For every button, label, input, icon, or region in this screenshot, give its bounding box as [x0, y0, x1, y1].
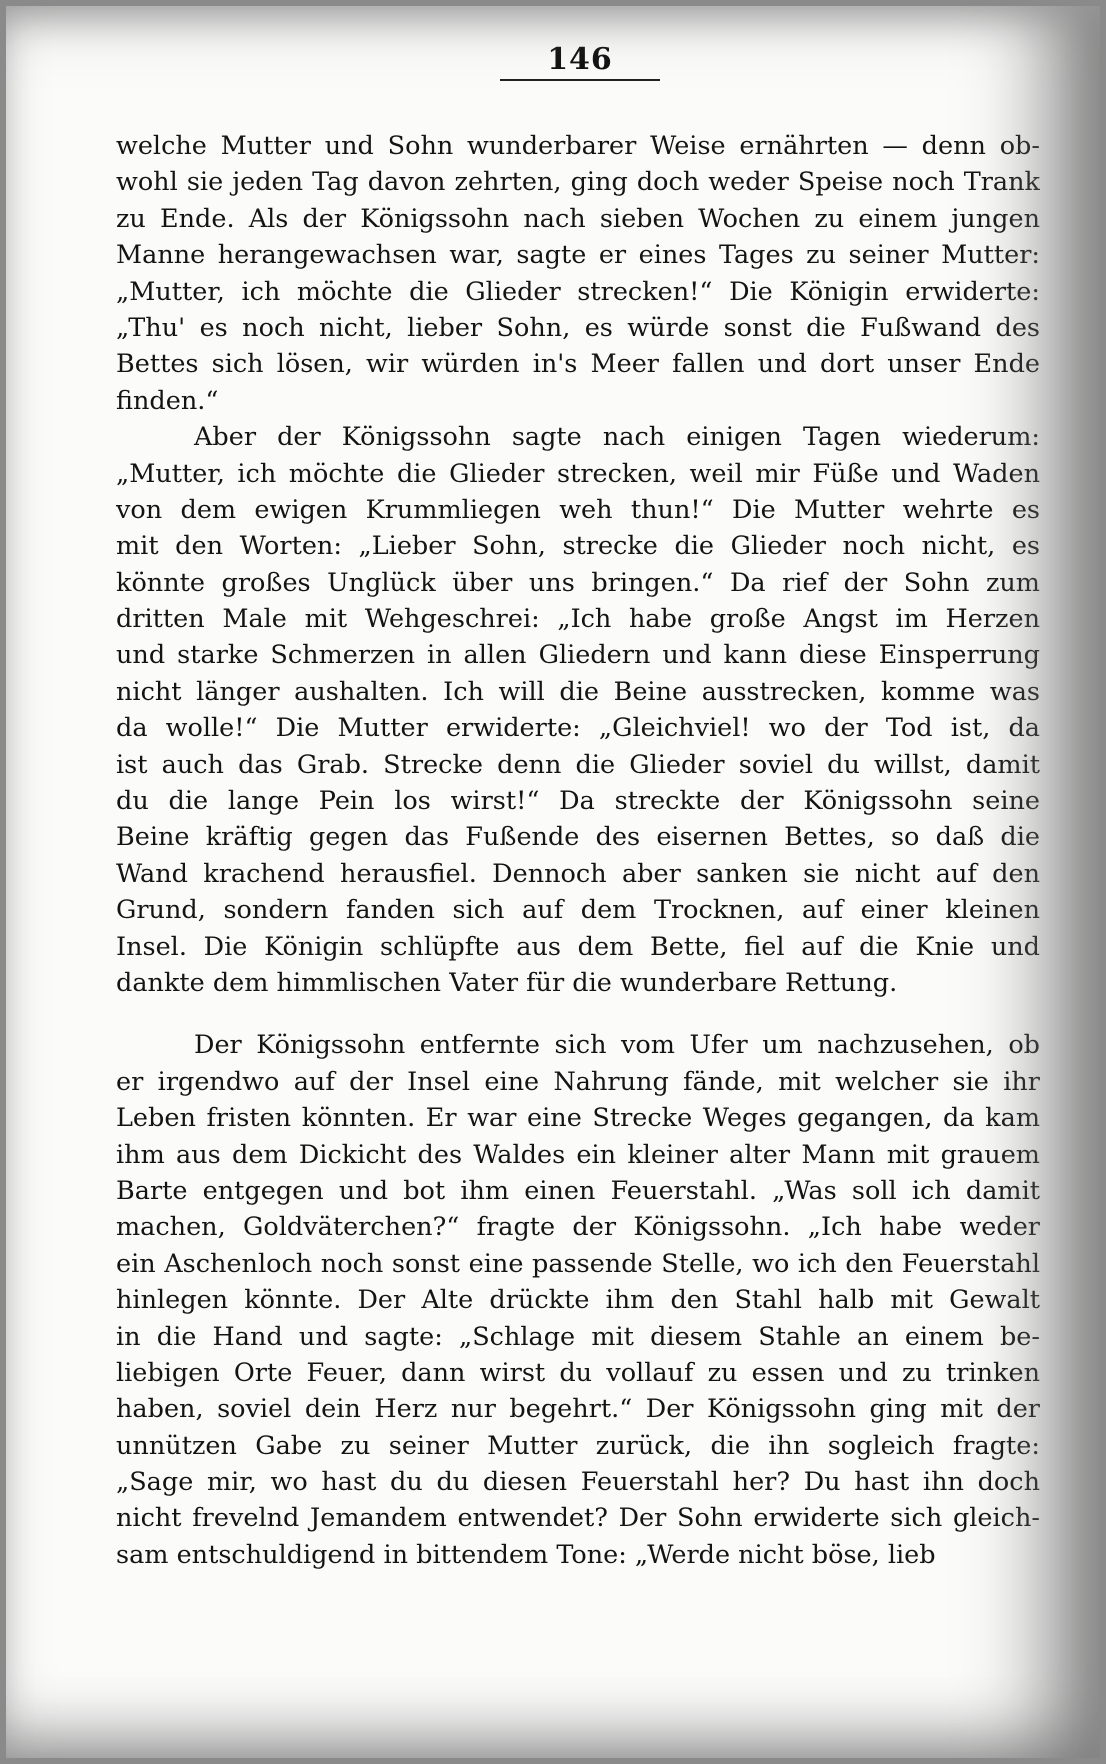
text-line: da wolle!“ Die Mutter erwiderte: „Gleichviel! wo der Tod ist, da: [116, 713, 1040, 744]
text-line: Insel. Die Königin schlüpfte aus dem Bette, fiel auf die Knie und: [116, 931, 1040, 962]
text-line: Barte entgegen und bot ihm einen Feuerstahl. „Was soll ich damit: [116, 1175, 1040, 1206]
text-line: dankte dem himmlischen Vater für die wunderbare Rettung.: [116, 967, 898, 998]
text-line: Beine kräftig gegen das Fußende des eisernen Bettes, so daß die: [116, 822, 1040, 853]
text-line: und starke Schmerzen in allen Gliedern und kann diese Einsperrung: [116, 640, 1040, 671]
page-header: [500, 42, 660, 81]
text-line: Aber der Königssohn sagte nach einigen Tagen wiederum:: [194, 422, 1040, 453]
paragraph: [116, 128, 1040, 419]
text-line: von dem ewigen Krummliegen weh thun!“ Die Mutter wehrte es: [116, 494, 1040, 525]
text-line: er irgendwo auf der Insel eine Nahrung fände, mit welcher sie ihr: [116, 1066, 1040, 1097]
text-line: nicht länger aushalten. Ich will die Beine ausstrecken, komme was: [116, 676, 1040, 707]
text-line: zu Ende. Als der Königssohn nach sieben Wochen zu einem jungen: [116, 203, 1040, 234]
text-line: Wand krachend herausfiel. Dennoch aber sanken sie nicht auf den: [116, 858, 1040, 889]
text-line: machen, Goldväterchen?“ fragte der Königssohn. „Ich habe weder: [116, 1212, 1040, 1243]
text-line: ihm aus dem Dickicht des Waldes ein kleiner alter Mann mit grauem: [116, 1139, 1040, 1170]
text-line: hinlegen könnte. Der Alte drückte ihm den Stahl halb mit Gewalt: [116, 1285, 1040, 1316]
text-line: „Sage mir, wo hast du du diesen Feuerstahl her? Du hast ihn doch: [116, 1467, 1040, 1498]
page-number: 146: [547, 42, 613, 77]
text-line: „Thu' es noch nicht, lieber Sohn, es würde sonst die Fußwand des: [116, 312, 1040, 343]
text-line: liebigen Orte Feuer, dann wirst du vollauf zu essen und zu trinken: [116, 1357, 1040, 1388]
text-line: unnützen Gabe zu seiner Mutter zurück, die ihn sogleich fragte:: [116, 1430, 1040, 1461]
text-line: Grund, sondern fanden sich auf dem Trocknen, auf einer kleinen: [116, 895, 1040, 926]
text-line: welche Mutter und Sohn wunderbarer Weise ernährten — denn ob-: [116, 131, 1040, 161]
text-line: haben, soviel dein Herz nur begehrt.“ Der Königssohn ging mit der: [116, 1394, 1040, 1425]
text-line: Leben fristen könnten. Er war eine Strecke Weges gegangen, da kam: [116, 1103, 1040, 1134]
body-text: [116, 128, 1040, 1573]
header-rule: [500, 79, 660, 81]
text-line: sam entschuldigend in bittendem Tone: „Werde nicht böse, lieb: [116, 1539, 936, 1570]
text-line: nicht frevelnd Jemandem entwendet? Der Sohn erwiderte sich gleich-: [116, 1503, 1040, 1534]
paragraph: [116, 419, 1040, 1001]
text-line: könnte großes Unglück über uns bringen.“ Da rief der Sohn zum: [116, 567, 1040, 598]
text-line: „Mutter, ich möchte die Glieder strecken, weil mir Füße und Waden: [116, 458, 1040, 489]
text-line: „Mutter, ich möchte die Glieder strecken!“ Die Königin erwiderte:: [116, 276, 1040, 307]
text-line: finden.“: [116, 385, 219, 416]
text-line: du die lange Pein los wirst!“ Da streckte der Königssohn seine: [116, 786, 1040, 817]
text-line: ist auch das Grab. Strecke denn die Glieder soviel du willst, damit: [116, 749, 1040, 780]
paragraph: [116, 1027, 1040, 1573]
text-line: dritten Male mit Wehgeschrei: „Ich habe große Angst im Herzen: [116, 604, 1040, 635]
text-line: Bettes sich lösen, wir würden in's Meer fallen und dort unser Ende: [116, 349, 1040, 380]
text-line: Der Königssohn entfernte sich vom Ufer um nachzusehen, ob: [194, 1030, 1040, 1061]
text-line: mit den Worten: „Lieber Sohn, strecke die Glieder noch nicht, es: [116, 531, 1040, 562]
text-line: Manne herangewachsen war, sagte er eines Tages zu seiner Mutter:: [116, 240, 1040, 271]
paragraph-gap: [116, 1001, 1040, 1027]
text-line: wohl sie jeden Tag davon zehrten, ging doch weder Speise noch Trank: [116, 167, 1040, 198]
text-line: ein Aschenloch noch sonst eine passende Stelle, wo ich den Feuerstahl: [116, 1248, 1040, 1279]
text-line: in die Hand und sagte: „Schlage mit diesem Stahle an einem be-: [116, 1321, 1040, 1352]
